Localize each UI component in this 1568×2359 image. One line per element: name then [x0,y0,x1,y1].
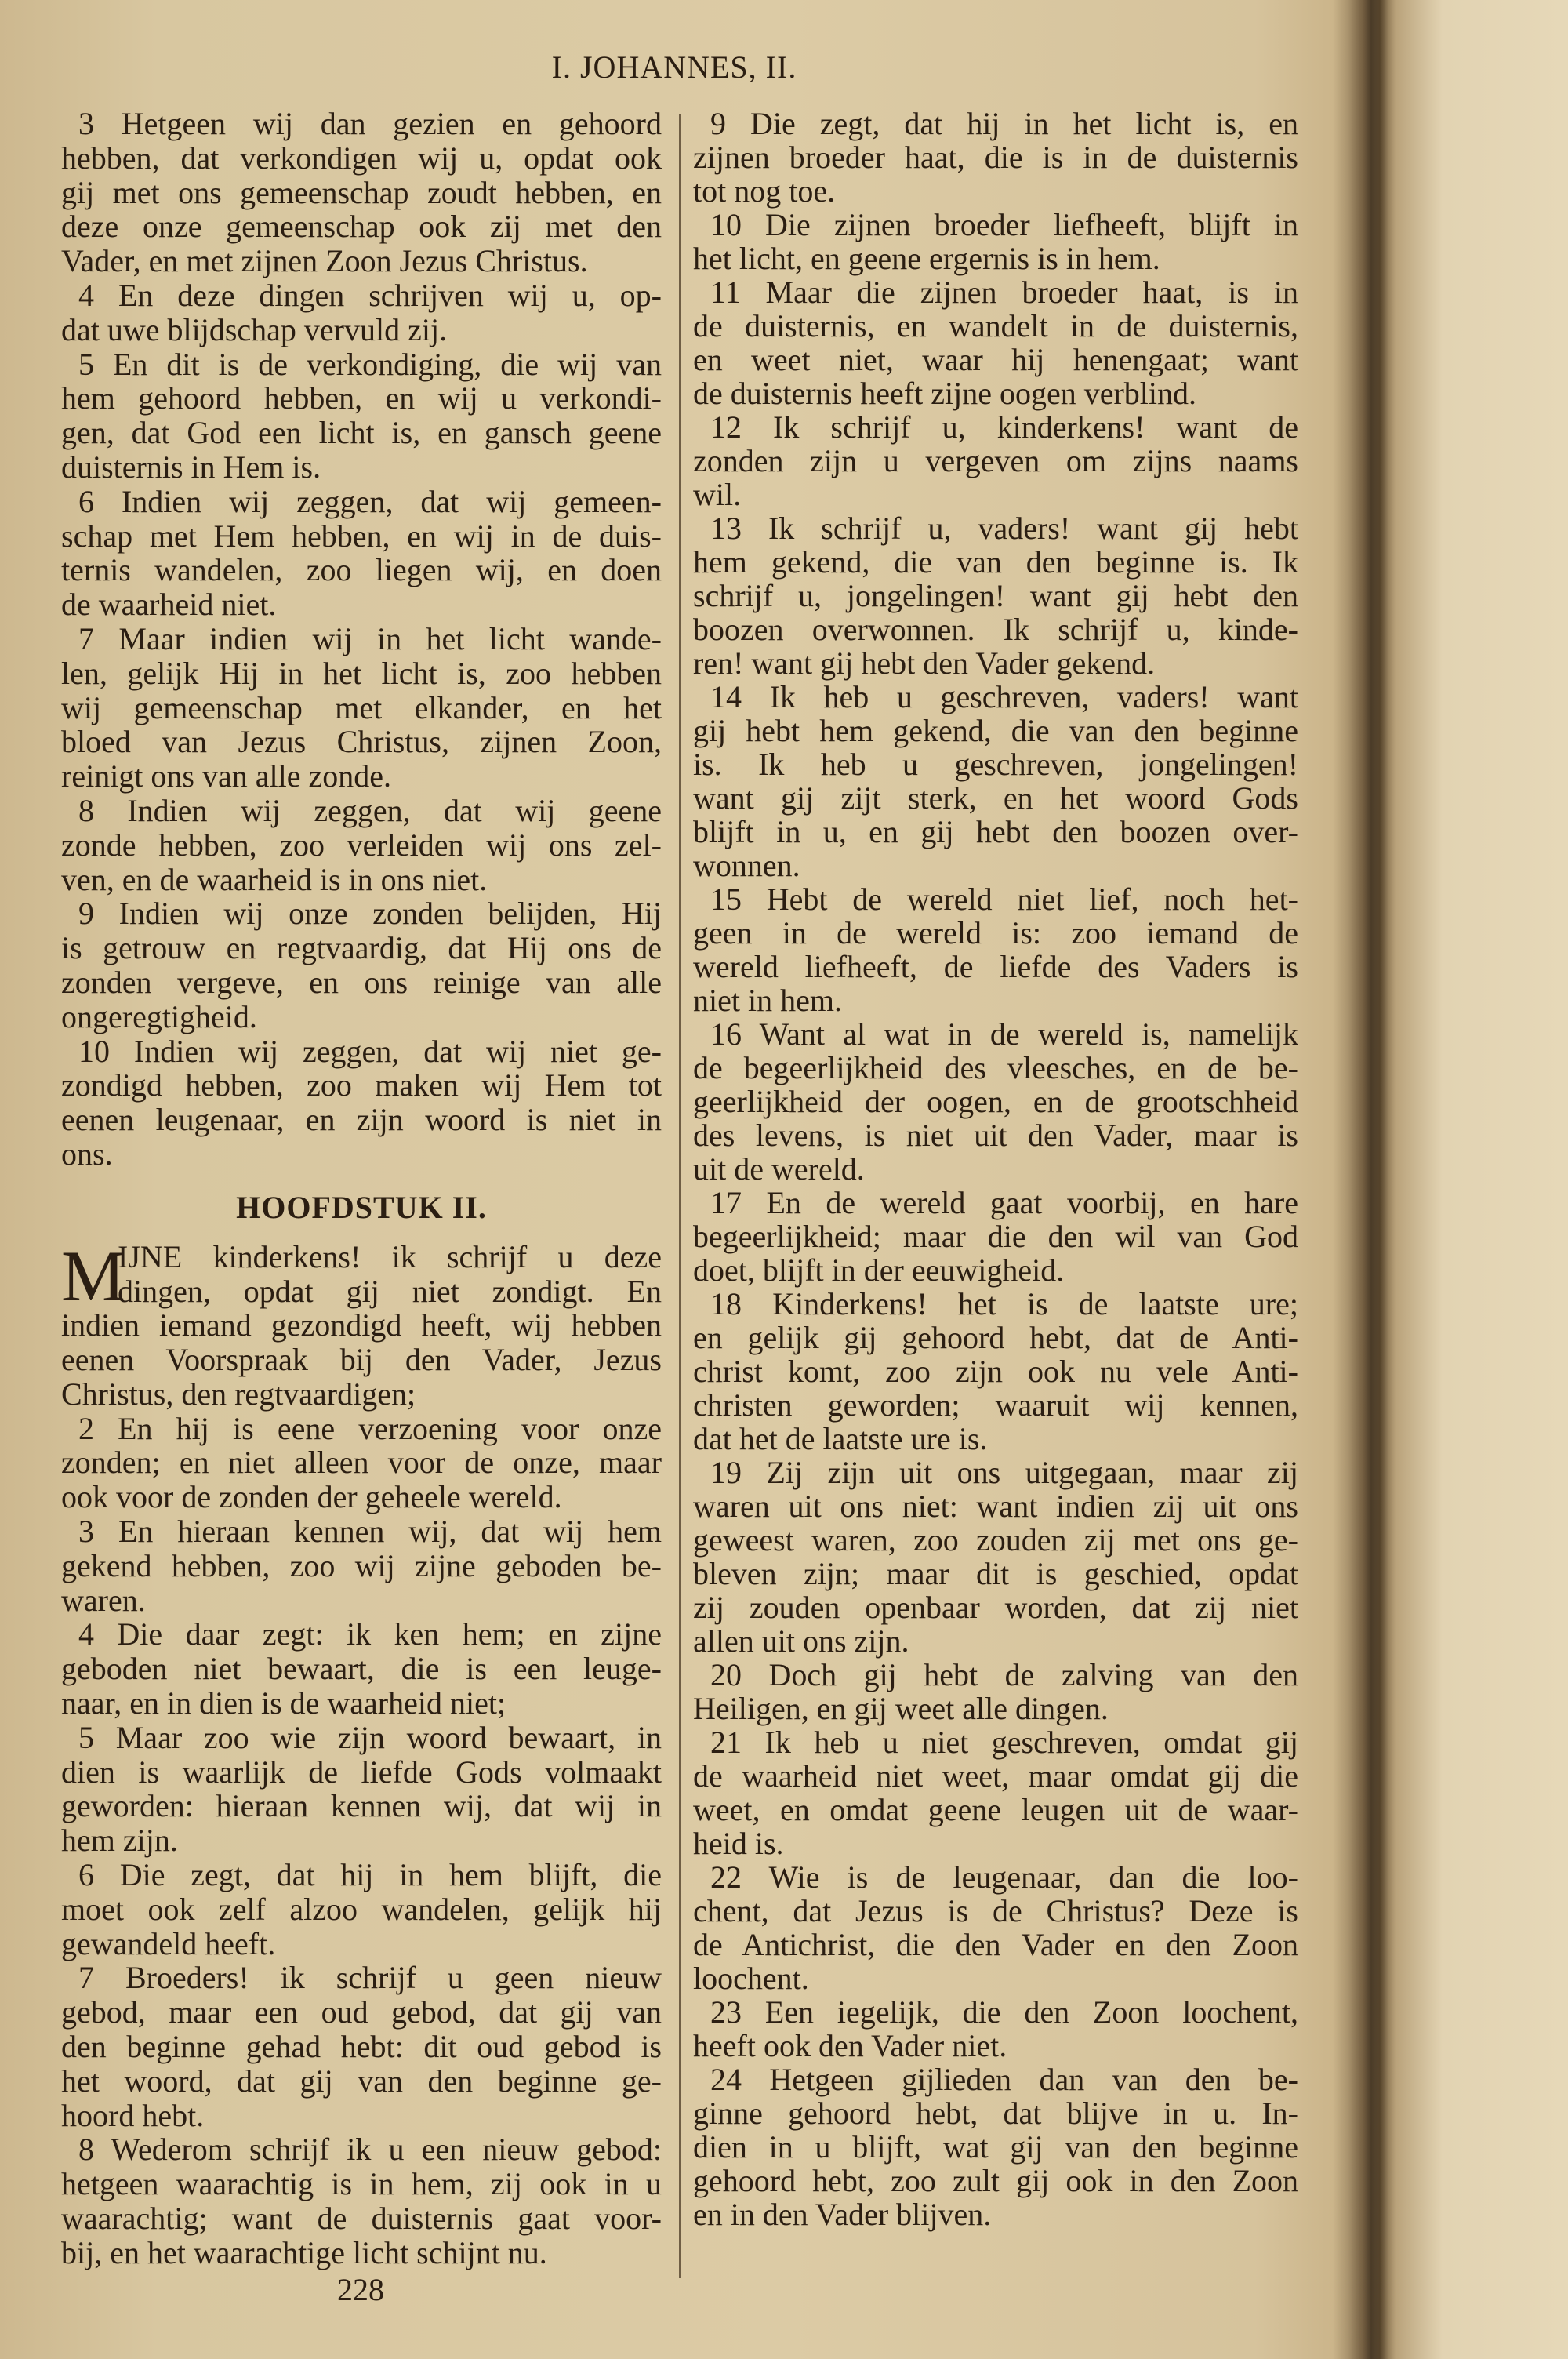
text-line: 6 Indien wij zeggen, dat wij gemeen- [78,483,662,519]
text-line: 14 Ik heb u geschreven, vaders! want [710,679,1298,714]
text-line: geboden niet bewaart, die is een leuge- [61,1651,662,1687]
text-line: 4 En deze dingen schrijven wij u, op- [78,277,662,313]
text-line: hoord hebt. [61,2097,205,2133]
text-line: weet, en omdat geene leugen uit de waar- [693,1792,1298,1827]
text-line: des levens, is niet uit den Vader, maar is [693,1118,1298,1153]
text-line: loochent. [693,1961,809,1996]
text-line: zonden; en niet alleen voor de onze, maar [61,1445,662,1481]
text-line: en gelijk gij gehoord hebt, dat de Anti- [693,1320,1298,1355]
text-line: 13 Ik schrijf u, vaders! want gij hebt [710,511,1298,546]
text-line: en in den Vader blijven. [693,2197,992,2232]
text-line: wil. [693,477,742,512]
text-line: 5 Maar zoo wie zijn woord bewaart, in [78,1719,662,1755]
text-line: chent, dat Jezus is de Christus? Deze is [693,1893,1298,1928]
text-line: geen in de wereld is: zoo iemand de [693,915,1298,951]
text-line: heid is. [693,1826,784,1861]
text-line: 6 Die zegt, dat hij in hem blijft, die [78,1857,662,1893]
text-line: 7 Broeders! ik schrijf u geen nieuw [78,1960,662,1996]
text-line: zondigd hebben, zoo maken wij Hem tot [61,1067,662,1103]
text-line-content: IJNE kinderkens! ik schrijf u deze [118,1238,662,1274]
text-line: blijft in u, en gij hebt den boozen over- [693,814,1298,849]
text-line: boozen overwonnen. Ik schrijf u, kinde- [693,612,1298,647]
text-line: gekend hebben, zoo wij zijne geboden be- [61,1547,662,1583]
text-line: dat uwe blijdschap vervuld zij. [61,311,448,347]
column-divider [679,114,681,2278]
text-line: 20 Doch gij hebt de zalving van den [710,1657,1298,1692]
text-line: doet, blijft in der eeuwigheid. [693,1252,1065,1288]
text-line: 3 Hetgeen wij dan gezien en gehoord [78,106,662,141]
text-line: de duisternis heeft zijne oogen verblind. [693,376,1197,411]
text-line: gewandeld heeft. [61,1925,276,1961]
text-line: 5 En dit is de verkondiging, die wij van [78,346,662,382]
text-line: indien iemand gezondigd heeft, wij hebben [61,1307,662,1343]
text-line: schrijf u, jongelingen! want gij hebt den [693,578,1298,613]
text-line: hem zijn. [61,1823,178,1859]
text-line: geworden: hieraan kennen wij, dat wij in [61,1788,662,1824]
text-line: en weet niet, waar hij henengaat; want [693,342,1298,377]
text-line: moet ook zelf alzoo wandelen, gelijk hij [61,1891,662,1927]
text-line: 23 Een iegelijk, die den Zoon loochent, [710,1994,1298,2030]
text-line: allen uit ons zijn. [693,1623,909,1659]
text-line: reinigt ons van alle zonde. [61,758,391,794]
text-line: 9 Die zegt, dat hij in het licht is, en [710,106,1298,141]
facing-page [1364,0,1568,2359]
text-line: uit de wereld. [693,1151,865,1187]
text-line: 8 Indien wij zeggen, dat wij geene [78,792,662,828]
text-line: 17 En de wereld gaat voorbij, en hare [710,1185,1298,1220]
text-line: 22 Wie is de leugenaar, dan die loo- [710,1859,1298,1895]
text-line: 18 Kinderkens! het is de laatste ure; [710,1286,1298,1321]
text-line: geweest waren, zoo zouden zij met ons ge- [693,1522,1298,1558]
text-line: zijnen broeder haat, die is in de duisternis [693,140,1298,175]
text-line: waren. [61,1582,146,1618]
text-line: is getrouw en regtvaardig, dat Hij ons de [61,930,662,966]
text-line: hebben, dat verkondigen wij u, opdat ook [61,140,662,176]
text-line: Heiligen, en gij weet alle dingen. [693,1691,1109,1726]
middle-column [693,107,1298,2231]
text-line: het licht, en geene ergernis is in hem. [693,241,1160,276]
text-line: 10 Die zijnen broeder liefheeft, blijft in [710,207,1298,242]
text-line: zonden vergeve, en ons reinige van alle [61,964,662,1000]
text-line: 16 Want al wat in de wereld is, namelijk [710,1016,1298,1052]
text-line: 4 Die daar zegt: ik ken hem; en zijne [78,1616,662,1652]
text-line: 11 Maar die zijnen broeder haat, is in [710,274,1298,310]
text-line: ons. [61,1136,113,1172]
text-line: gij hebt hem gekend, die van den beginne [693,713,1298,748]
text-line: den beginne gehad hebt: dit oud gebod is [61,2029,662,2065]
text-line: ook voor de zonden der geheele wereld. [61,1479,562,1515]
text-line: 24 Hetgeen gijlieden dan van den be- [710,2062,1298,2097]
text-line: ongeregtigheid. [61,998,257,1034]
text-line: bloed van Jezus Christus, zijnen Zoon, [61,724,662,760]
text-line: eenen leugenaar, en zijn woord is niet in [61,1102,662,1138]
text-line: ginne gehoord hebt, dat blijve in u. In- [693,2095,1298,2131]
text-line: gebod, maar een oud gebod, dat gij van [61,1994,662,2030]
text-line: duisternis in Hem is. [61,449,321,485]
text-line: christen geworden; waaruit wij kennen, [693,1387,1298,1423]
text-line: Christus, den regtvaardigen; [61,1376,416,1412]
text-line: zonde hebben, zoo verleiden wij ons zel- [61,827,662,863]
text-line: de waarheid niet. [61,587,277,623]
text-line: de Antichrist, die den Vader en den Zoon [693,1927,1298,1962]
text-line: gen, dat God een licht is, en gansch geene [61,415,662,451]
left-column [61,107,662,2270]
page-number: 228 [337,2272,384,2307]
text-line: dien is waarlijk de liefde Gods volmaakt [61,1754,662,1790]
text-line: 10 Indien wij zeggen, dat wij niet ge- [78,1033,662,1069]
text-line: zij zouden openbaar worden, dat zij niet [693,1590,1298,1625]
text-line: hem gehoord hebben, en wij u verkondi- [61,380,662,416]
text-line: ternis wandelen, zoo liegen wij, en doen [61,552,662,588]
drop-cap: M [61,1235,125,1316]
text-line: dat het de laatste ure is. [693,1421,988,1456]
text-line: de duisternis, en wandelt in de duisternis, [693,308,1298,343]
text-line: bleven zijn; maar dit is geschied, opdat [693,1556,1298,1591]
chapter-heading: HOOFDSTUK II. [236,1189,487,1225]
text-line: waren uit ons niet: want indien zij uit ons [693,1488,1298,1524]
text-line: 21 Ik heb u niet geschreven, omdat gij [710,1725,1298,1760]
text-line: wij gemeenschap met elkander, en het [61,689,662,725]
running-title: I. JOHANNES, II. [551,49,797,85]
text-line: heeft ook den Vader niet. [693,2028,1007,2063]
text-line: 3 En hieraan kennen wij, dat wij hem [78,1514,662,1550]
text-line: christ komt, zoo zijn ook nu vele Anti- [693,1354,1298,1389]
text-line: 12 Ik schrijf u, kinderkens! want de [710,409,1298,445]
text-line: zonden zijn u vergeven om zijns naams [693,443,1298,478]
text-line: naar, en in dien is de waarheid niet; [61,1685,506,1721]
text-line: het woord, dat gij van den beginne ge- [61,2063,662,2099]
text-line: schap met Hem hebben, en wij in de duis- [61,518,662,554]
text-line: dien in u blijft, wat gij van den beginne [693,2129,1298,2165]
text-line: de waarheid niet weet, maar omdat gij die [693,1758,1298,1794]
text-line: ven, en de waarheid is in ons niet. [61,861,488,897]
text-line: gij met ons gemeenschap zoudt hebben, en [61,174,662,210]
text-line: dingen, opdat gij niet zondigt. En [118,1273,662,1309]
text-line: Vader, en met zijnen Zoon Jezus Christus. [61,243,588,279]
text-line: begeerlijkheid; maar die den wil van God [693,1219,1298,1254]
text-line: eenen Voorspraak bij den Vader, Jezus [61,1342,662,1378]
text-line: gehoord hebt, zoo zult gij ook in den Zoon [693,2163,1298,2198]
text-line: wereld liefheeft, de liefde des Vaders is [693,949,1298,984]
text-line: 7 Maar indien wij in het licht wande- [78,620,662,656]
text-line: tot nog toe. [693,173,836,209]
text-line: 19 Zij zijn uit ons uitgegaan, maar zij [710,1455,1298,1490]
text-line: niet in hem. [693,983,842,1018]
text-line: is. Ik heb u geschreven, jongelingen! [693,747,1298,782]
text-line: hem gekend, die van den beginne is. Ik [693,544,1298,580]
text-line: len, gelijk Hij in het licht is, zoo hebben [61,655,662,691]
text-line: de begeerlijkheid des vleesches, en de be- [693,1050,1298,1085]
text-line: 8 Wederom schrijf ik u een nieuw gebod: [78,2132,662,2168]
text-line: ren! want gij hebt den Vader gekend. [693,645,1156,681]
text-line: deze onze gemeenschap ook zij met den [61,209,662,245]
text-line: wonnen. [693,848,800,883]
text-line: 15 Hebt de wereld niet lief, noch het- [710,881,1298,917]
text-line: want gij zijt sterk, en het woord Gods [693,780,1298,816]
text-line: 9 Indien wij onze zonden belijden, Hij [78,896,662,932]
text-line: waarachtig; want de duisternis gaat voor- [61,2201,662,2237]
text-line: hetgeen waarachtig is in hem, zij ook in u [61,2166,662,2202]
text-line: geerlijkheid der oogen, en de grootschheid [693,1084,1298,1119]
text-line: 2 En hij is eene verzoening voor onze [78,1410,662,1446]
text-line: bij, en het waarachtige licht schijnt nu. [61,2234,547,2270]
